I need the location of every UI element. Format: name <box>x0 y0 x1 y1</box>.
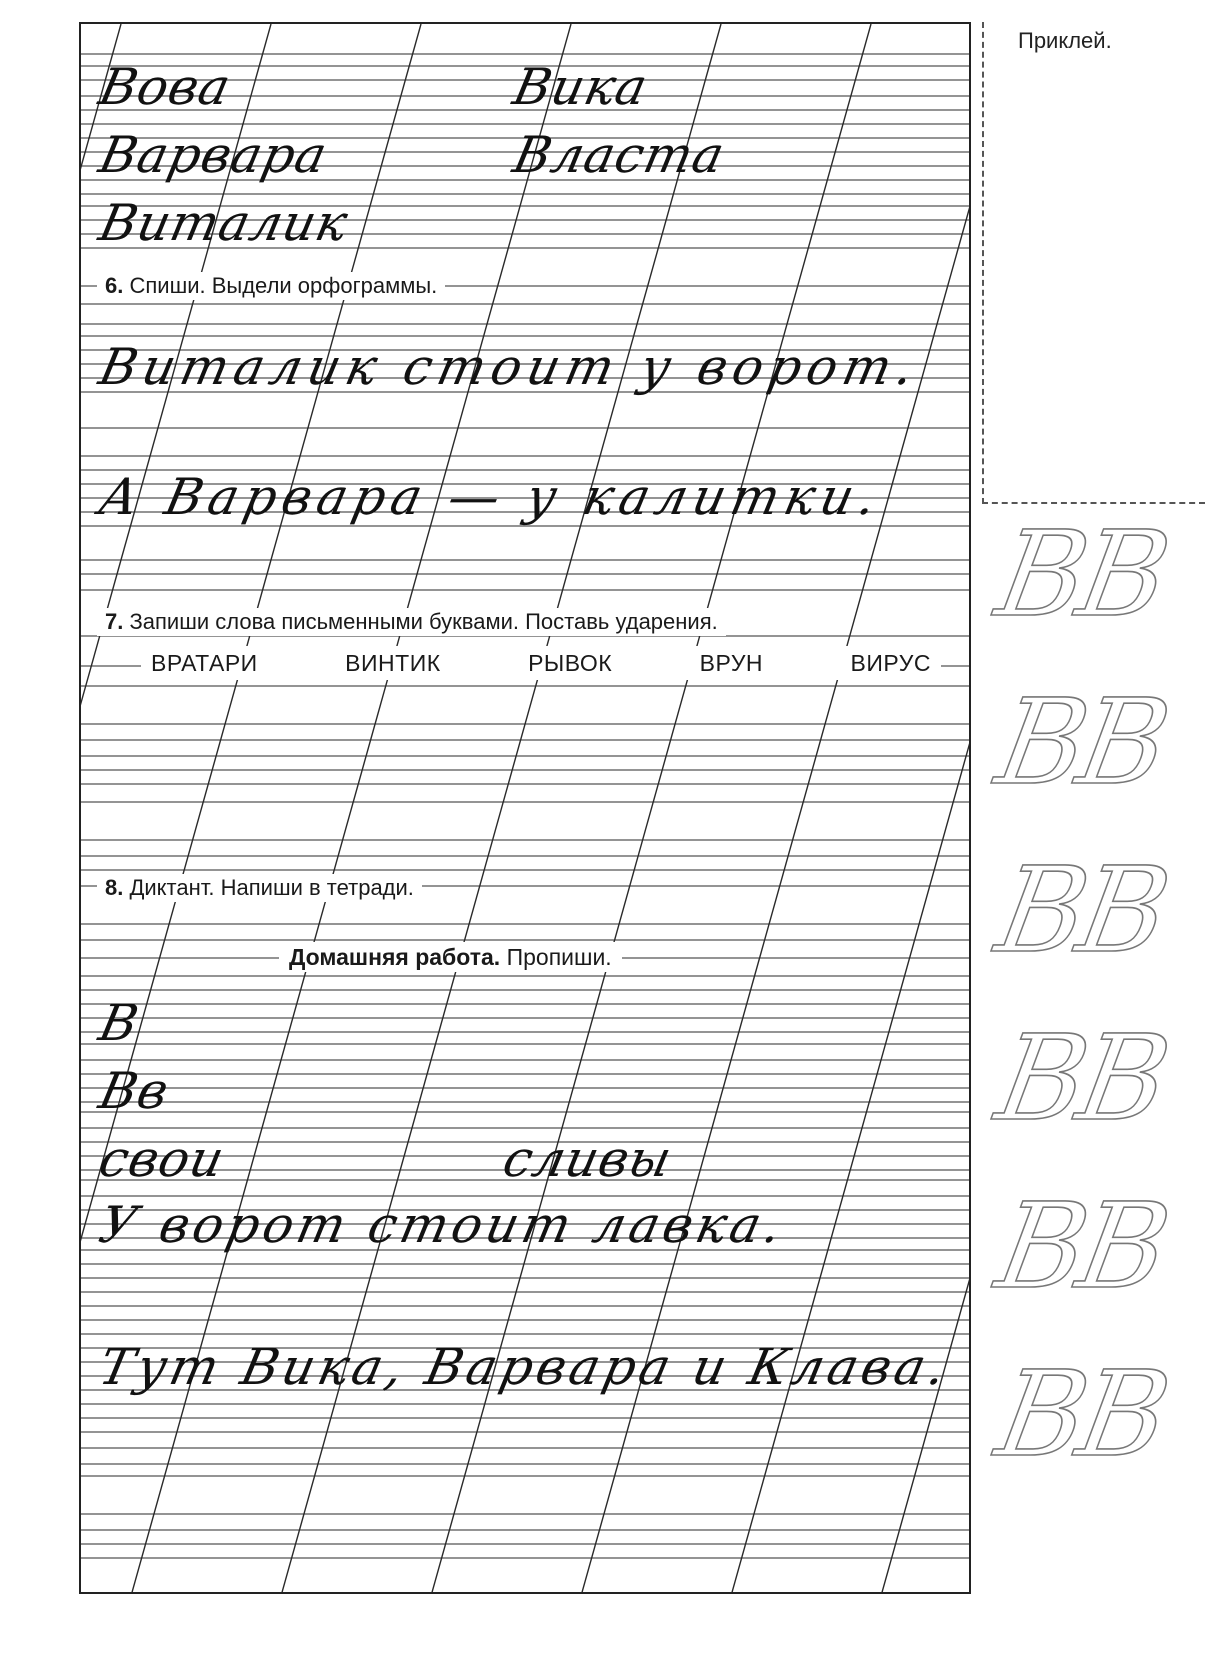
sample-letters-2: ВВ <box>987 673 1174 811</box>
task-8-text: Диктант. Напиши в тетради. <box>129 875 414 900</box>
homework-row-5: Тут Вика, Варвара и Клава. <box>94 1338 955 1396</box>
homework-row-3-right: сливы <box>498 1130 678 1188</box>
copybook-frame <box>79 22 971 1594</box>
word-vratari: ВРАТАРИ <box>151 649 258 676</box>
task-7-text: Запиши слова письменными буквами. Поставь ударения. <box>129 609 718 634</box>
sample-letters-3: ВВ <box>987 841 1174 979</box>
task-6-number: 6. <box>105 273 124 298</box>
word-vlasta: Власта <box>508 126 731 184</box>
word-vitalik: Виталик <box>94 194 354 252</box>
homework-heading <box>279 942 622 972</box>
task-8-heading <box>97 874 422 902</box>
homework-title: Домашняя работа. <box>289 944 501 970</box>
glue-label: Приклей. <box>1018 28 1112 53</box>
word-vika: Вика <box>508 58 654 116</box>
sample-letters-1: ВВ <box>987 505 1174 643</box>
homework-row-2: Вв <box>94 1062 175 1120</box>
task-7-heading <box>97 608 726 636</box>
word-vova: Вова <box>94 58 237 116</box>
task-6-heading <box>97 272 445 300</box>
word-virus: ВИРУС <box>850 649 931 676</box>
sample-letters-5: ВВ <box>987 1177 1174 1315</box>
task-8-number: 8. <box>105 875 124 900</box>
task-6-line-1: Виталик стоит у ворот. <box>94 338 925 396</box>
task-7-word-list <box>141 646 941 680</box>
homework-instruction: Пропиши. <box>506 944 612 970</box>
sample-letters-4: ВВ <box>987 1009 1174 1147</box>
homework-row-3-left: свои <box>94 1130 230 1188</box>
word-vrun: ВРУН <box>699 649 764 676</box>
word-varvara: Варвара <box>94 126 333 184</box>
word-vintik: ВИНТИК <box>345 649 441 676</box>
glue-area <box>982 22 1205 504</box>
task-7-number: 7. <box>105 609 124 634</box>
sample-letters-6: ВВ <box>987 1345 1174 1483</box>
homework-row-4: У ворот стоит лавка. <box>94 1196 791 1254</box>
homework-row-1: В <box>94 994 145 1052</box>
task-6-line-2: А Варвара — у калитки. <box>94 468 888 526</box>
word-ryvok: РЫВОК <box>528 649 613 676</box>
task-6-text: Спиши. Выдели орфограммы. <box>129 273 438 298</box>
